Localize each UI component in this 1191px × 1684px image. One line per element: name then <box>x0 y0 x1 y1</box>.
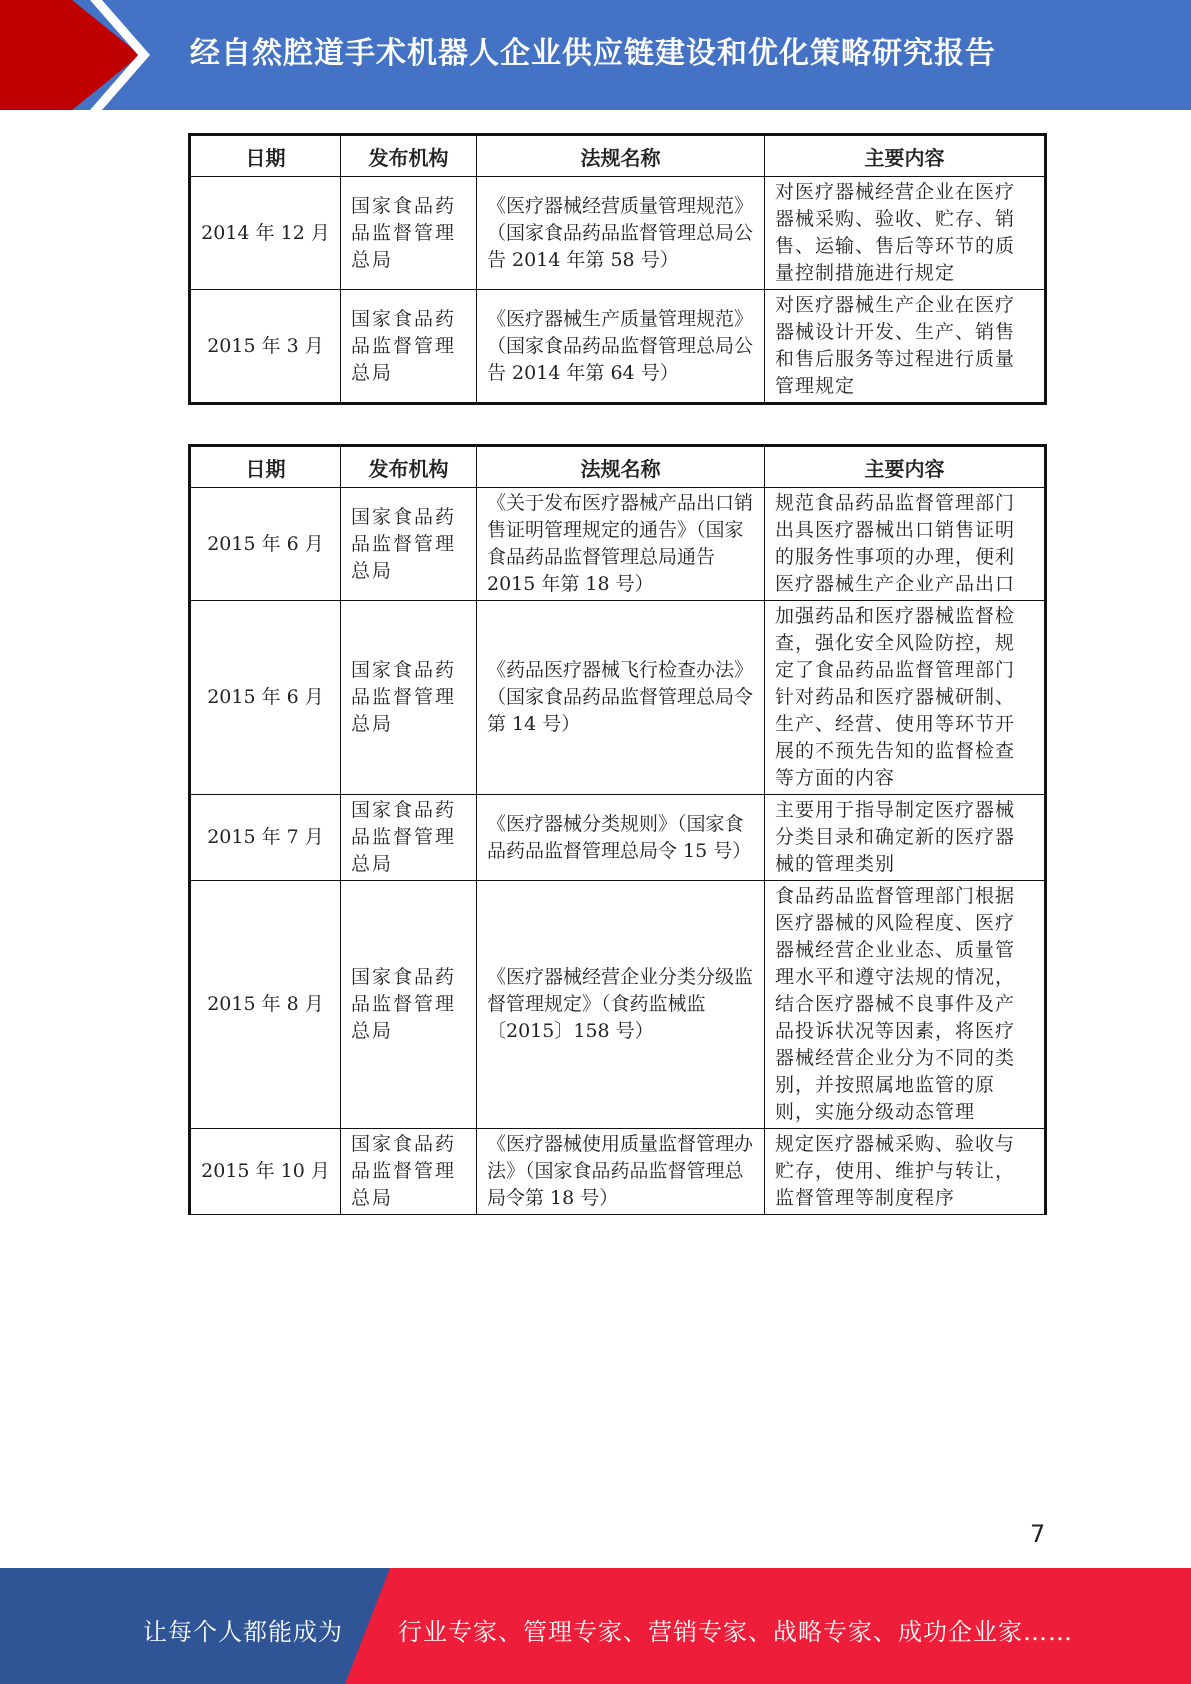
cell-date: 2015 年 7 月 <box>190 795 341 881</box>
column-header-name: 法规名称 <box>477 446 765 488</box>
cell-org: 国家食品药品监督管理总局 <box>341 601 477 795</box>
cell-content: 规范食品药品监督管理部门出具医疗器械出口销售证明的服务性事项的办理，便利医疗器械生产企业产品出口 <box>765 488 1046 601</box>
cell-content: 对医疗器械经营企业在医疗器械采购、验收、贮存、销售、运输、售后等环节的质量控制措施进行规定 <box>765 177 1046 290</box>
header-red-arrow <box>0 0 140 110</box>
cell-name: 《药品医疗器械飞行检查办法》（国家食品药品监督管理总局令第 14 号） <box>477 601 765 795</box>
cell-name: 《医疗器械生产质量管理规范》（国家食品药品监督管理总局公告 2014 年第 64 号） <box>477 290 765 404</box>
column-header-name: 法规名称 <box>477 135 765 177</box>
footer-slogan-left: 让每个人都能成为 <box>143 1618 343 1646</box>
cell-content: 食品药品监督管理部门根据医疗器械的风险程度、医疗器械经营企业业态、质量管理水平和遵守法规的情况，结合医疗器械不良事件及产品投诉状况等因素，将医疗器械经营企业分为不同的类别，并按照属地监管的原则，实施分级动态管理 <box>765 881 1046 1129</box>
cell-date: 2015 年 10 月 <box>190 1129 341 1215</box>
table-row <box>190 601 1046 795</box>
table-row <box>190 488 1046 601</box>
cell-date: 2015 年 8 月 <box>190 881 341 1129</box>
cell-date: 2014 年 12 月 <box>190 177 341 290</box>
regulation-table-2 <box>188 444 1047 1215</box>
cell-date: 2015 年 6 月 <box>190 488 341 601</box>
table-row <box>190 795 1046 881</box>
table-header-row <box>190 446 1046 488</box>
cell-name: 《医疗器械经营企业分类分级监督管理规定》（食药监械监〔2015〕158 号） <box>477 881 765 1129</box>
cell-content: 加强药品和医疗器械监督检查，强化安全风险防控，规定了食品药品监督管理部门针对药品和医疗器械研制、生产、经营、使用等环节开展的不预先告知的监督检查等方面的内容 <box>765 601 1046 795</box>
table-row <box>190 881 1046 1129</box>
cell-content: 主要用于指导制定医疗器械分类目录和确定新的医疗器械的管理类别 <box>765 795 1046 881</box>
cell-org: 国家食品药品监督管理总局 <box>341 177 477 290</box>
header-banner <box>0 0 1191 110</box>
cell-date: 2015 年 6 月 <box>190 601 341 795</box>
cell-name: 《医疗器械使用质量监督管理办法》（国家食品药品监督管理总局令第 18 号） <box>477 1129 765 1215</box>
table-row <box>190 177 1046 290</box>
table-row <box>190 290 1046 404</box>
column-header-org: 发布机构 <box>341 135 477 177</box>
column-header-content: 主要内容 <box>765 135 1046 177</box>
cell-date: 2015 年 3 月 <box>190 290 341 404</box>
cell-org: 国家食品药品监督管理总局 <box>341 290 477 404</box>
cell-content: 对医疗器械生产企业在医疗器械设计开发、生产、销售和售后服务等过程进行质量管理规定 <box>765 290 1046 404</box>
cell-content: 规定医疗器械采购、验收与贮存，使用、维护与转让，监督管理等制度程序 <box>765 1129 1046 1215</box>
cell-org: 国家食品药品监督管理总局 <box>341 795 477 881</box>
cell-org: 国家食品药品监督管理总局 <box>341 488 477 601</box>
cell-name: 《关于发布医疗器械产品出口销售证明管理规定的通告》（国家食品药品监督管理总局通告 2015 年第 18 号） <box>477 488 765 601</box>
report-title: 经自然腔道手术机器人企业供应链建设和优化策略研究报告 <box>190 36 996 71</box>
regulation-table-1 <box>188 133 1047 405</box>
column-header-content: 主要内容 <box>765 446 1046 488</box>
footer-slogan-right: 行业专家、管理专家、营销专家、战略专家、成功企业家…… <box>398 1618 1073 1646</box>
cell-name: 《医疗器械分类规则》（国家食品药品监督管理总局令 15 号） <box>477 795 765 881</box>
footer-banner <box>0 1568 1191 1684</box>
cell-org: 国家食品药品监督管理总局 <box>341 881 477 1129</box>
table-header-row <box>190 135 1046 177</box>
cell-org: 国家食品药品监督管理总局 <box>341 1129 477 1215</box>
column-header-date: 日期 <box>190 135 341 177</box>
column-header-date: 日期 <box>190 446 341 488</box>
table-row <box>190 1129 1046 1215</box>
column-header-org: 发布机构 <box>341 446 477 488</box>
page-number: 7 <box>1030 1520 1046 1548</box>
cell-name: 《医疗器械经营质量管理规范》（国家食品药品监督管理总局公告 2014 年第 58 号） <box>477 177 765 290</box>
